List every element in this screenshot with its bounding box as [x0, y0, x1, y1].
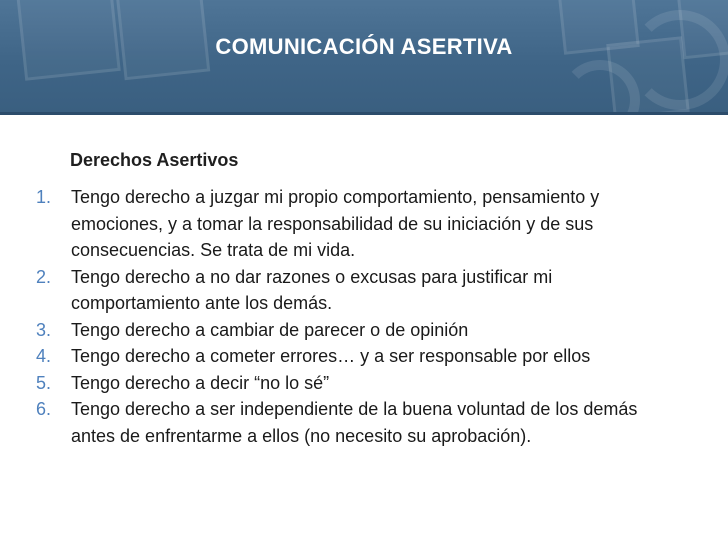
list-item-text: Tengo derecho a decir “no lo sé” — [71, 372, 330, 393]
rights-list — [36, 184, 676, 449]
slide-title: COMUNICACIÓN ASERTIVA — [215, 34, 513, 59]
header-divider — [0, 112, 728, 115]
list-item-text: Tengo derecho a ser independiente de la buena voluntad de los demás antes de enfrentarme a ellos (no necesito su aprobación). — [71, 399, 638, 446]
list-item — [36, 317, 676, 344]
list-item — [36, 370, 676, 397]
list-item-text: Tengo derecho a cometer errores… y a ser responsable por ellos — [71, 346, 591, 366]
list-number: 2. — [36, 266, 52, 287]
list-item-text: Tengo derecho a cambiar de parecer o de opinión — [71, 319, 469, 340]
list-item-text: Tengo derecho a no dar razones o excusas para justificar mi comportamiento ante los demás. — [71, 266, 553, 313]
list-number: 3. — [36, 319, 52, 340]
decorative-swirl — [630, 10, 728, 110]
list-item — [36, 184, 676, 264]
list-number: 5. — [36, 372, 52, 393]
list-number: 6. — [36, 399, 52, 419]
slide-header — [0, 0, 728, 112]
list-item — [36, 264, 676, 317]
list-number: 4. — [36, 346, 52, 366]
list-item — [36, 343, 676, 370]
slide-subtitle: Derechos Asertivos — [70, 150, 239, 170]
list-item-text: Tengo derecho a juzgar mi propio comportamiento, pensamiento y emociones, y a tomar la responsabilidad de su iniciación y de sus consecuencias. Se trata de mi vida. — [71, 187, 600, 260]
list-number: 1. — [36, 187, 52, 207]
list-item — [36, 396, 676, 449]
